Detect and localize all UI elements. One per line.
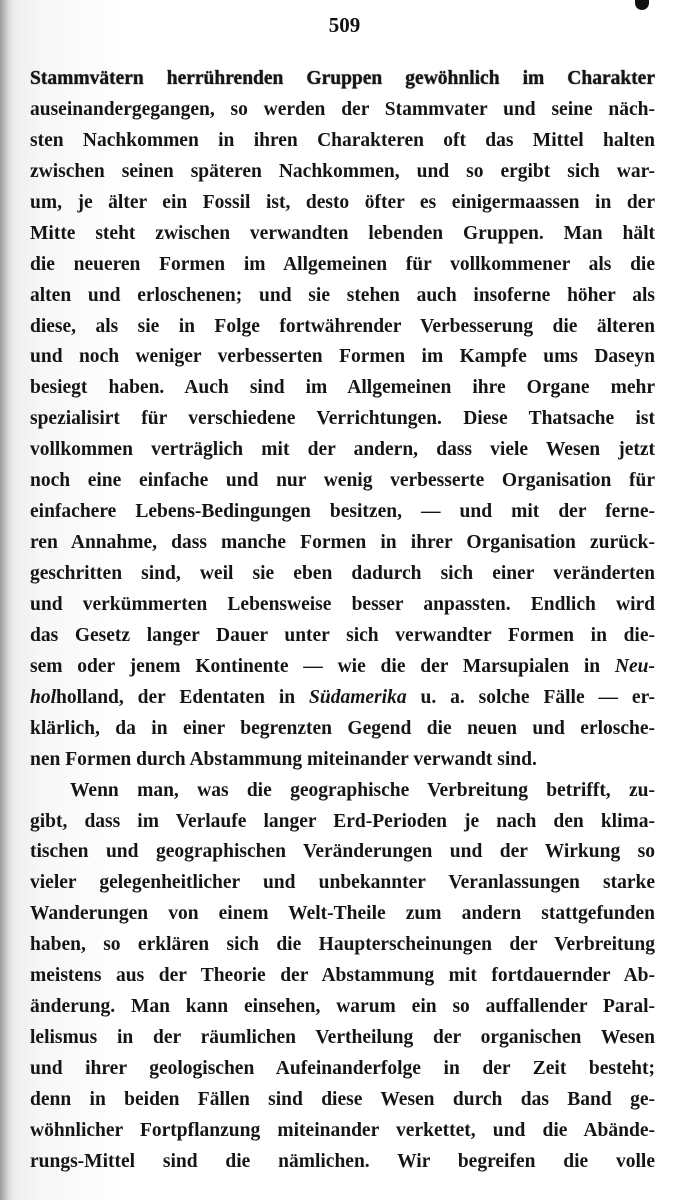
text-line: diese, als sie in Folge fortwährender Verbesserung die älteren [30, 315, 655, 337]
italic-term-neuholland: Neu- [614, 655, 655, 677]
text-line: ren Annahme, dass manche Formen in ihrer Organisation zurück- [30, 532, 655, 554]
text-line: auseinandergegangen, so werden der Stammvater und seine näch- [30, 98, 655, 120]
text-line: einfachere Lebens-Bedingungen besitzen, — und mit der ferne- [30, 501, 655, 523]
text-line: klärlich, da in einer begrenzten Gegend die neuen und erlosche- [30, 717, 655, 739]
text-line: lelismus in der räumlichen Vertheilung der organischen Wesen [30, 1027, 655, 1049]
text-line: tischen und geographischen Veränderungen und der Wirkung so [30, 841, 655, 863]
text-line: um, je älter ein Fossil ist, desto öfter es einigermaassen in der [30, 191, 655, 213]
text-line [30, 683, 655, 714]
text-line: und verkümmerten Lebensweise besser anpassten. Endlich wird [30, 593, 655, 615]
text-segment: sem oder jenem Kontinente — wie die der Marsupialen in [30, 655, 615, 677]
text-line: rungs-Mittel sind die nämlichen. Wir begreifen die volle [30, 1150, 655, 1172]
text-line [30, 652, 655, 683]
text-line: das Gesetz langer Dauer unter sich verwandter Formen in die- [30, 624, 655, 646]
text-line: besiegt haben. Auch sind im Allgemeinen ihre Organe mehr [30, 377, 655, 399]
text-line: spezialisirt für verschiedene Verrichtungen. Diese Thatsache ist [30, 408, 655, 430]
text-line: vollkommen verträglich mit der andern, dass viele Wesen jetzt [30, 439, 655, 461]
text-line: wöhnlicher Fortpflanzung miteinander verkettet, und die Abände- [30, 1119, 655, 1141]
text-line: zwischen seinen späteren Nachkommen, und so ergibt sich war- [30, 160, 655, 182]
text-line: alten und erloschenen; und sie stehen auch insoferne höher als [30, 284, 655, 306]
page-edge-shadow [0, 0, 14, 1200]
text-line: vieler gelegenheitlicher und unbekannter Veranlassungen starke [30, 872, 655, 894]
text-line: Mitte steht zwischen verwandten lebenden Gruppen. Man hält [30, 222, 655, 244]
text-line: nen Formen durch Abstammung miteinander verwandt sind. [30, 748, 537, 770]
ink-spot [635, 0, 649, 10]
text-line: noch eine einfache und nur wenig verbesserte Organisation für [30, 470, 655, 492]
text-line: änderung. Man kann einsehen, warum ein so auffallender Paral- [30, 996, 655, 1018]
text-line: denn in beiden Fällen sind diese Wesen durch das Band ge- [30, 1088, 655, 1110]
text-line: und noch weniger verbesserten Formen im Kampfe ums Daseyn [30, 346, 655, 368]
text-segment: u. a. solche Fälle — er- [406, 686, 655, 708]
text-line: geschritten sind, weil sie eben dadurch sich einer veränderten [30, 563, 655, 584]
italic-term-suedamerika: Südamerika [309, 686, 407, 708]
italic-term-neuholland-cont: hol [30, 686, 57, 708]
text-line: Wanderungen von einem Welt-Theile zum andern stattgefunden [30, 903, 655, 925]
text-line: die neueren Formen im Allgemeinen für vollkommener als die [30, 253, 655, 275]
text-segment: holland, der Edentaten in [56, 686, 310, 708]
text-line: und ihrer geologischen Aufeinanderfolge in der Zeit besteht; [30, 1058, 655, 1079]
text-line: gibt, dass im Verlaufe langer Erd-Perioden je nach den klima- [30, 810, 655, 832]
text-line: sten Nachkommen in ihren Charakteren oft das Mittel halten [30, 129, 655, 151]
page-number: 509 [328, 13, 361, 37]
paragraph-start-line: Wenn man, was die geographische Verbreitung betrifft, zu- [70, 779, 655, 801]
text-line: haben, so erklären sich die Haupterscheinungen der Verbreitung [30, 934, 655, 956]
body-text [30, 64, 655, 1178]
text-line: Stammvätern herrührenden Gruppen gewöhnlich im Charakter [30, 68, 655, 89]
text-line: meistens aus der Theorie der Abstammung mit fortdauernder Ab- [30, 965, 655, 987]
